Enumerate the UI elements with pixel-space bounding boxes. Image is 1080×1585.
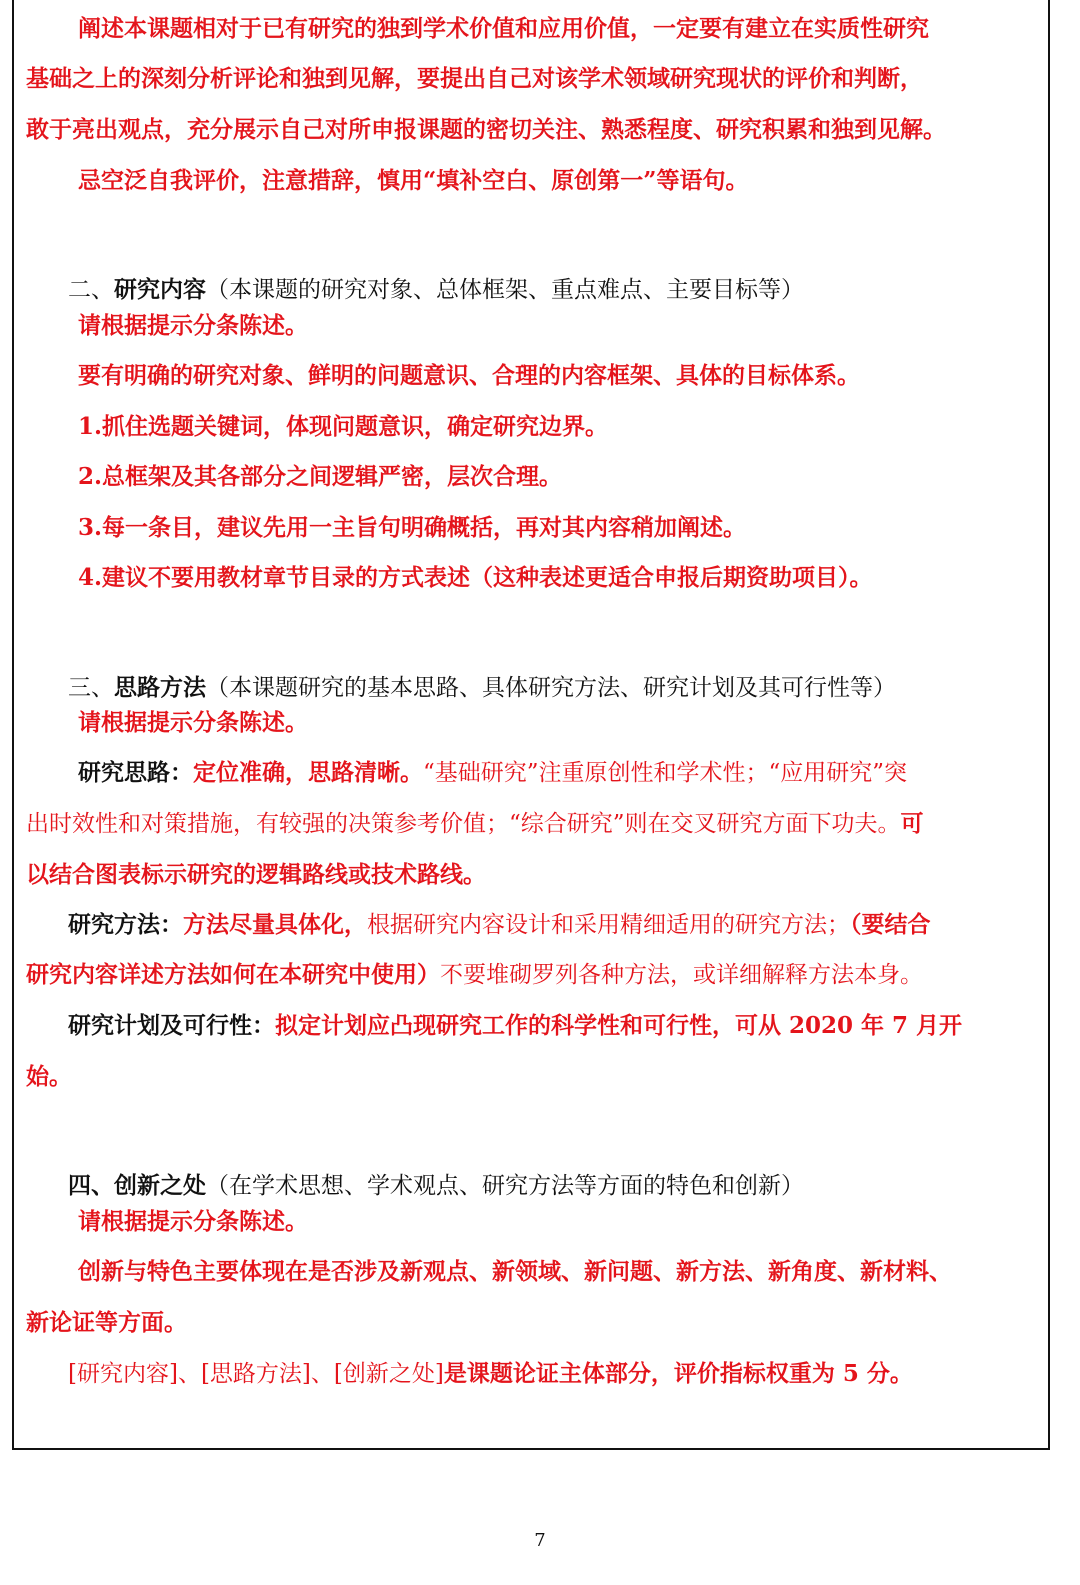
section-3-number: 三、 <box>68 675 114 701</box>
section-4-hint: 请根据提示分条陈述。 <box>78 1208 308 1235</box>
section-2-item-3: 3.每一条目，建议先用一主旨句明确概括，再对其内容稍加阐述。 <box>78 514 747 541</box>
section-2-hint: 请根据提示分条陈述。 <box>78 312 308 339</box>
section-2-number: 二、 <box>68 277 114 303</box>
weight-note-item-1: [研究内容] <box>68 1361 178 1387</box>
research-approach-line-2 <box>26 808 924 840</box>
section-2-item-2: 2.总框架及其各部分之间逻辑严密，层次合理。 <box>78 463 563 490</box>
weight-note-sep-1: 、 <box>177 1361 201 1387</box>
weight-note <box>68 1358 913 1390</box>
weight-note-text: 是课题论证主体部分，评价指标权重为 5 分。 <box>443 1360 913 1387</box>
research-approach-text-3: 可 <box>900 810 924 837</box>
weight-note-item-2: [思路方法] <box>200 1361 311 1387</box>
research-plan-label: 研究计划及可行性： <box>68 1012 275 1039</box>
section-2-desc: （本课题的研究对象、总体框架、重点难点、主要目标等） <box>206 277 804 303</box>
research-method-lead: 方法尽量具体化， <box>183 911 367 938</box>
page-number: 7 <box>534 1530 546 1551</box>
intro-line-4: 忌空泛自我评价，注意措辞，慎用“填补空白、原创第一”等语句。 <box>78 167 749 194</box>
section-3-title: 思路方法 <box>114 674 206 701</box>
section-4-title: 创新之处 <box>114 1172 206 1199</box>
research-method-line-1 <box>68 909 931 941</box>
research-method-line-2 <box>26 959 923 991</box>
research-approach-line-3: 以结合图表标示研究的逻辑路线或技术路线。 <box>26 861 486 888</box>
research-approach-text-1: “基础研究”注重原创性和学术性；“应用研究”突 <box>423 760 908 786</box>
research-approach-label: 研究思路： <box>78 759 193 786</box>
weight-note-item-3: [创新之处] <box>333 1361 444 1387</box>
section-3-desc: （本课题研究的基本思路、具体研究方法、研究计划及其可行性等） <box>206 675 896 701</box>
research-method-text-2: （要结合 <box>850 911 931 938</box>
research-method-text-3: 研究内容详述方法如何在本研究中使用） <box>26 961 440 988</box>
section-4-number: 四、 <box>68 1172 114 1199</box>
section-4-paragraph-line-2: 新论证等方面。 <box>26 1309 187 1336</box>
section-2-paragraph: 要有明确的研究对象、鲜明的问题意识、合理的内容框架、具体的目标体系。 <box>78 362 860 389</box>
section-2-heading <box>68 274 804 306</box>
section-4-heading <box>68 1170 804 1202</box>
section-2-item-1: 1.抓住选题关键词，体现问题意识，确定研究边界。 <box>78 413 609 440</box>
research-method-label: 研究方法： <box>68 911 183 938</box>
section-4-paragraph-line-1: 创新与特色主要体现在是否涉及新观点、新领域、新问题、新方法、新角度、新材料、 <box>78 1258 952 1285</box>
research-approach-lead: 定位准确，思路清晰。 <box>193 759 423 786</box>
section-3-heading <box>68 672 896 704</box>
intro-line-3: 敢于亮出观点，充分展示自己对所申报课题的密切关注、熟悉程度、研究积累和独到见解。 <box>26 116 946 143</box>
research-approach-text-2: 出时效性和对策措施，有较强的决策参考价值；“综合研究”则在交叉研究方面下功夫。 <box>26 811 901 837</box>
research-plan-line-1 <box>68 1010 962 1042</box>
section-3-hint: 请根据提示分条陈述。 <box>78 709 308 736</box>
research-method-text-4: 不要堆砌罗列各种方法，或详细解释方法本身。 <box>440 962 923 988</box>
research-method-text-1: 根据研究内容设计和采用精细适用的研究方法； <box>367 912 850 938</box>
intro-line-2: 基础之上的深刻分析评论和独到见解，要提出自己对该学术领域研究现状的评价和判断， <box>26 65 923 92</box>
section-4-desc: （在学术思想、学术观点、研究方法等方面的特色和创新） <box>206 1173 804 1199</box>
section-2-item-4: 4.建议不要用教材章节目录的方式表述（这种表述更适合申报后期资助项目）。 <box>78 564 873 591</box>
research-approach-line-1 <box>78 757 907 789</box>
research-plan-line-2: 始。 <box>26 1063 72 1090</box>
intro-line-1: 阐述本课题相对于已有研究的独到学术价值和应用价值，一定要有建立在实质性研究 <box>78 15 929 42</box>
section-2-title: 研究内容 <box>114 276 206 303</box>
research-plan-text-1: 拟定计划应凸现研究工作的科学性和可行性，可从 2020 年 7 月开 <box>275 1012 963 1039</box>
weight-note-sep-2: 、 <box>310 1361 334 1387</box>
